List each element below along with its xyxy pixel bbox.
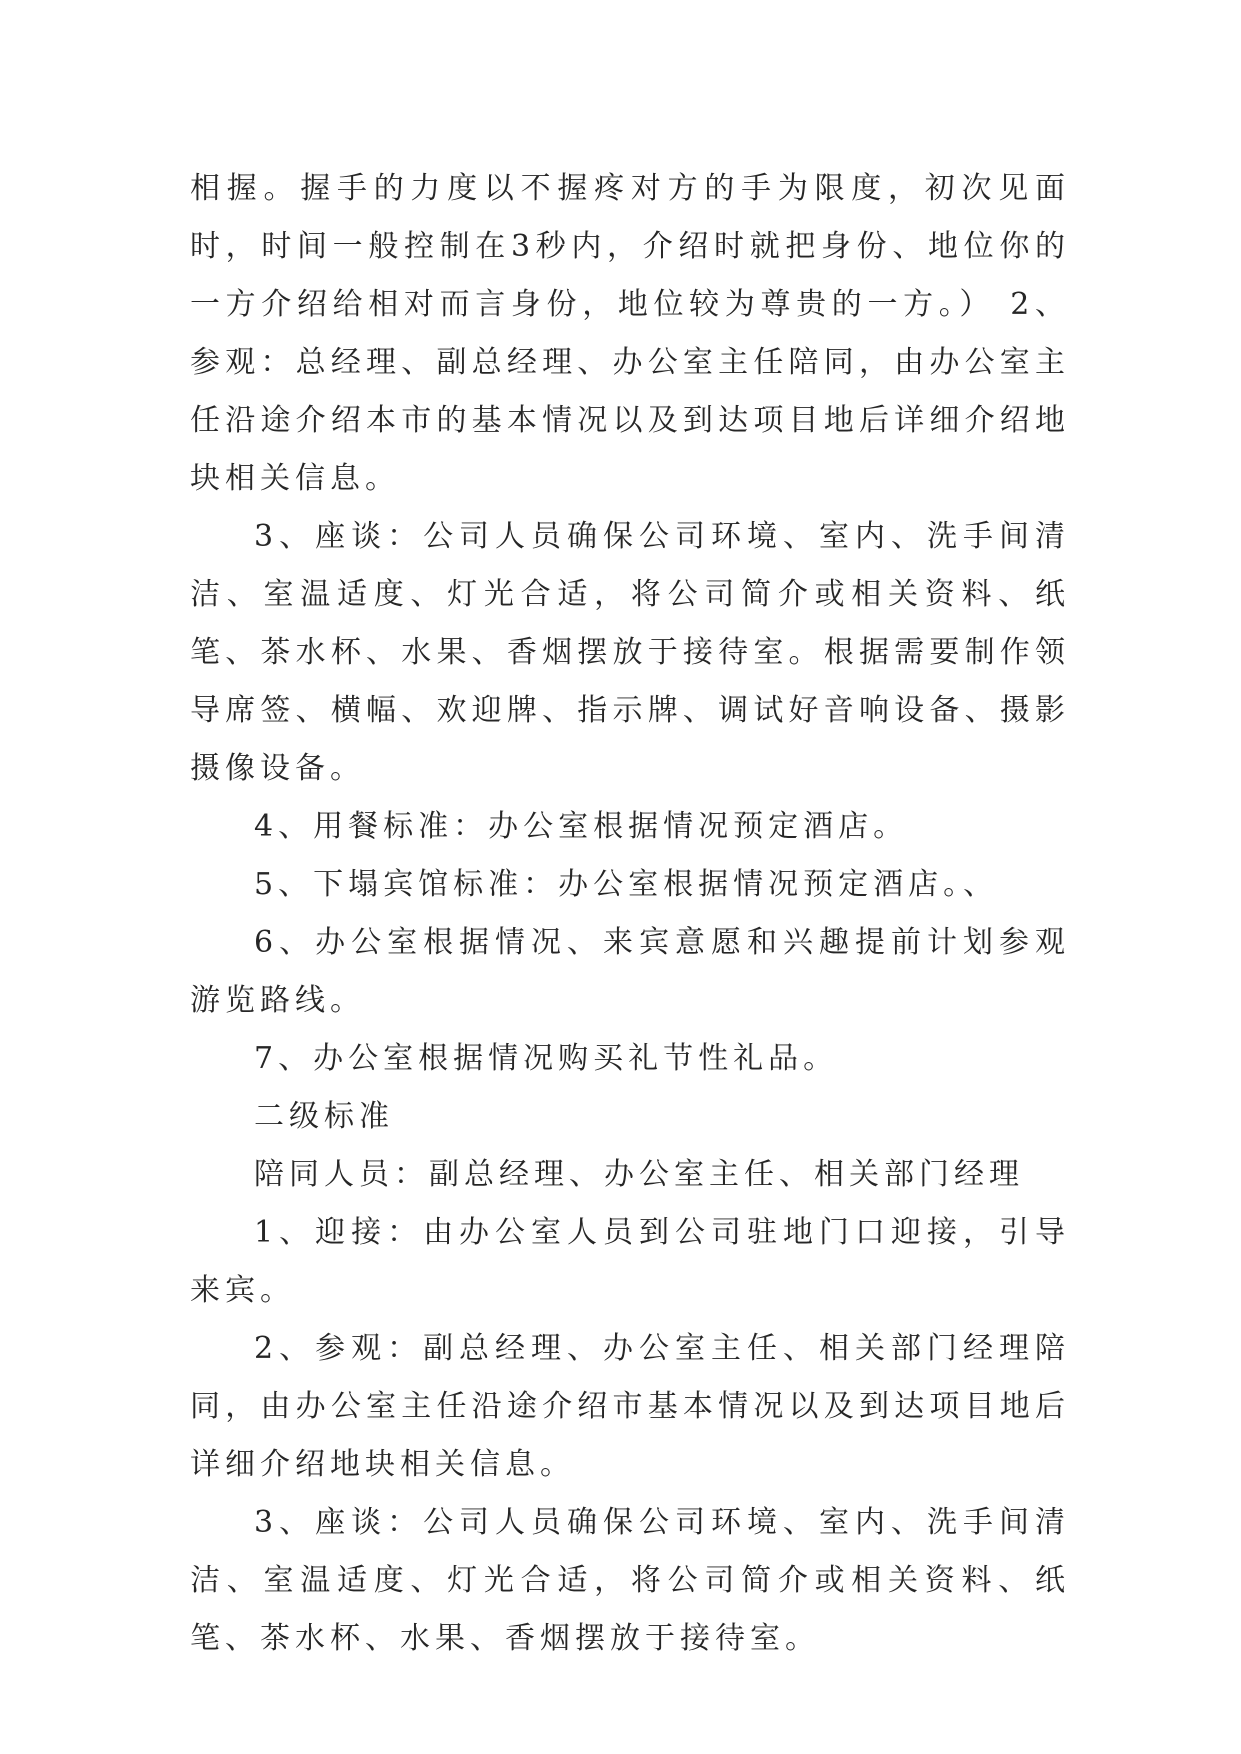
paragraph-level1-meeting: 3、座谈：公司人员确保公司环境、室内、洗手间清洁、室温适度、灯光合适，将公司简介或相关资料、纸笔、茶水杯、水果、香烟摆放于接待室。根据需要制作领导席签、横幅、欢迎牌、指示牌、调试好音响设备、摄影摄像设备。 — [190, 519, 1070, 786]
paragraph-level2-escorts: 陪同人员：副总经理、办公室主任、相关部门经理 — [254, 1157, 1024, 1192]
paragraph-level2-visit: 2、参观：副总经理、办公室主任、相关部门经理陪同，由办公室主任沿途介绍市基本情况以及到达项目地后详细介绍地块相关信息。 — [190, 1331, 1070, 1482]
paragraph-level1-sightseeing: 6、办公室根据情况、来宾意愿和兴趣提前计划参观游览路线。 — [190, 925, 1070, 1018]
paragraph-level2-meeting: 3、座谈：公司人员确保公司环境、室内、洗手间清洁、室温适度、灯光合适，将公司简介或相关资料、纸笔、茶水杯、水果、香烟摆放于接待室。 — [190, 1505, 1070, 1656]
document-body — [190, 160, 1070, 1668]
paragraph-level1-hotel: 5、下塌宾馆标准：办公室根据情况预定酒店。、 — [254, 867, 999, 902]
paragraph-level1-dining: 4、用餐标准：办公室根据情况预定酒店。 — [254, 809, 909, 844]
paragraph-continued-handshake: 相握。握手的力度以不握疼对方的手为限度，初次见面时，时间一般控制在3秒内，介绍时就把身份、地位你的一方介绍给相对而言身份，地位较为尊贵的一方。） 2、参观：总经理、副总经理、办公室主任陪同，由办公室主任沿途介绍本市的基本情况以及到达项目地后详细介绍地块相关信息。 — [190, 171, 1070, 496]
section-heading-level2: 二级标准 — [254, 1099, 394, 1134]
paragraph-level1-gifts: 7、办公室根据情况购买礼节性礼品。 — [254, 1041, 839, 1076]
paragraph-level2-welcome: 1、迎接：由办公室人员到公司驻地门口迎接，引导来宾。 — [190, 1215, 1070, 1308]
